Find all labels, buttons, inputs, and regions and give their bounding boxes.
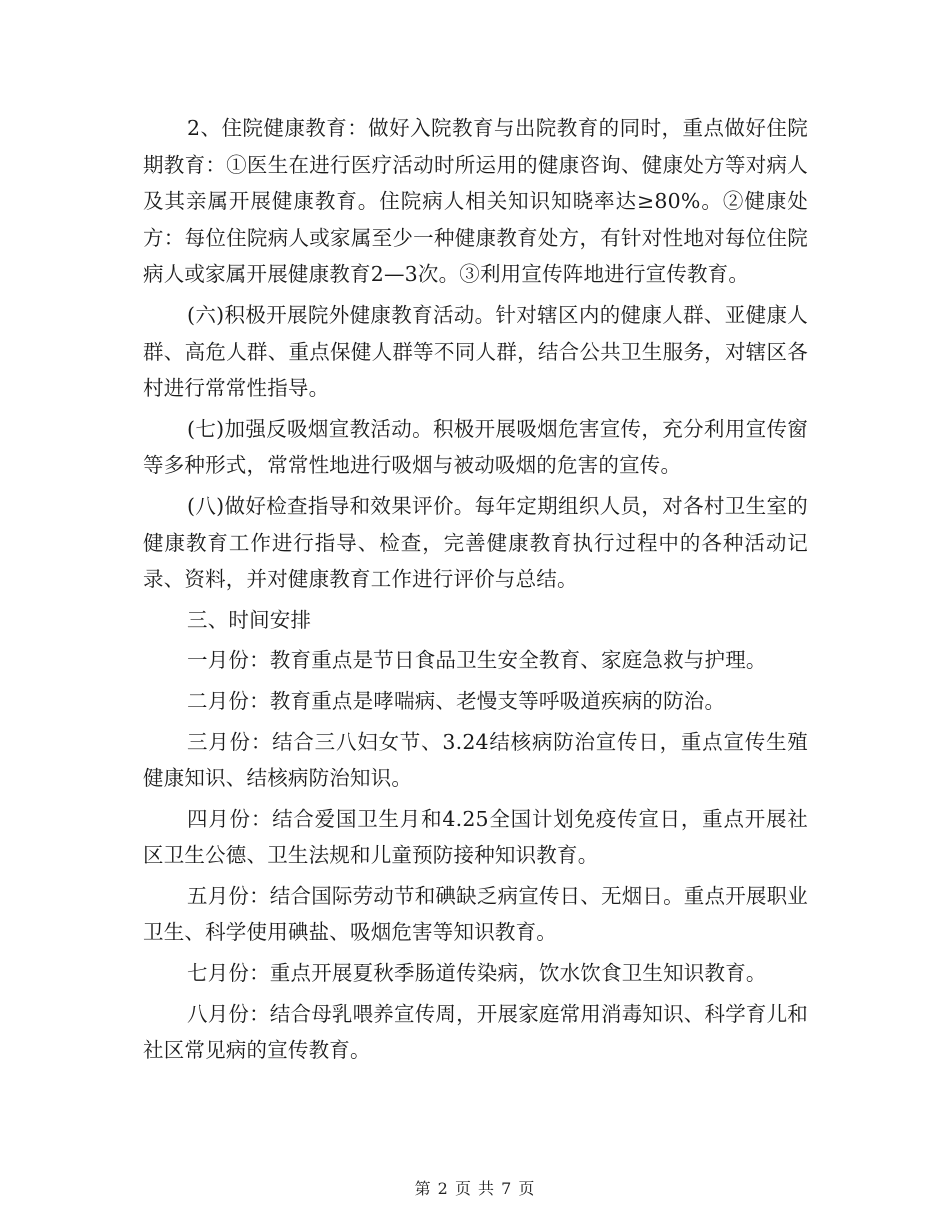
schedule-january: 一月份：教育重点是节日食品卫生安全教育、家庭急救与护理。 xyxy=(187,648,767,673)
schedule-august: 八月份：结合母乳喂养宣传周，开展家庭常用消毒知识、科学育儿和社区常见病的宣传教育。 xyxy=(143,1001,808,1063)
schedule-may: 五月份：结合国际劳动节和碘缺乏病宣传日、无烟日。重点开展职业卫生、科学使用碘盐、吸烟危害等知识教育。 xyxy=(143,883,808,945)
schedule-february: 二月份：教育重点是哮喘病、老慢支等呼吸道疾病的防治。 xyxy=(187,688,726,713)
page-number-footer: 第 2 页 共 7 页 xyxy=(414,1179,536,1198)
document-body xyxy=(143,110,808,1073)
section-heading-schedule: 三、时间安排 xyxy=(187,607,312,632)
schedule-march: 三月份：结合三八妇女节、3.24结核病防治宣传日，重点宣传生殖健康知识、结核病防治知识。 xyxy=(143,729,808,791)
schedule-april: 四月份：结合爱国卫生月和4.25全国计划免疫传宣日，重点开展社区卫生公德、卫生法规和儿童预防接种知识教育。 xyxy=(143,806,808,868)
paragraph-outpatient-activities: (六)积极开展院外健康教育活动。针对辖区内的健康人群、亚健康人群、高危人群、重点保健人群等不同人群，结合公共卫生服务，对辖区各村进行常常性指导。 xyxy=(143,302,808,401)
paragraph-inspection-evaluation: (八)做好检查指导和效果评价。每年定期组织人员，对各村卫生室的健康教育工作进行指导、检查，完善健康教育执行过程中的各种活动记录、资料，并对健康教育工作进行评价与总结。 xyxy=(143,493,808,592)
paragraph-anti-smoking: (七)加强反吸烟宣教活动。积极开展吸烟危害宣传，充分利用宣传窗等多种形式，常常性地进行吸烟与被动吸烟的危害的宣传。 xyxy=(143,416,808,478)
schedule-july: 七月份：重点开展夏秋季肠道传染病，饮水饮食卫生知识教育。 xyxy=(187,961,767,986)
paragraph-inpatient-education: 2、住院健康教育：做好入院教育与出院教育的同时，重点做好住院期教育：①医生在进行医疗活动时所运用的健康咨询、健康处方等对病人及其亲属开展健康教育。住院病人相关知识知晓率达≥80%。②健康处方：每位住院病人或家属至少一种健康教育处方，有针对性地对每位住院病人或家属开展健康教育2—3次。③利用宣传阵地进行宣传教育。 xyxy=(143,116,808,287)
